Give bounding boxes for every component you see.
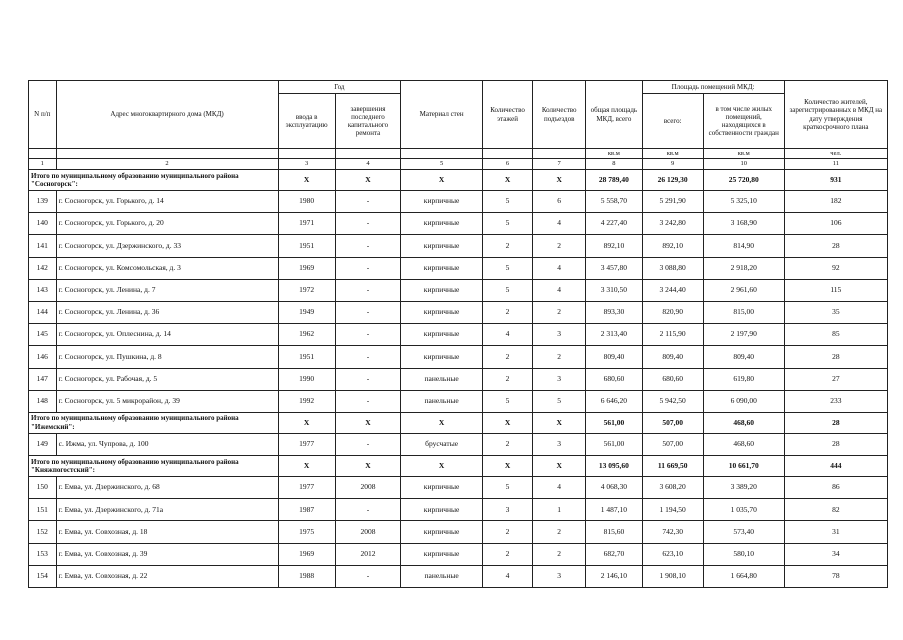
row-area-all: 742,30 [642, 521, 703, 543]
row-total-area: 4 068,30 [586, 477, 642, 499]
row-area-private: 3 389,20 [703, 477, 784, 499]
row-material: кирпичные [401, 235, 483, 257]
row-repair: - [335, 257, 400, 279]
section-total-area: 13 095,60 [586, 456, 642, 477]
row-material: брусчатые [401, 433, 483, 455]
row-material: кирпичные [401, 213, 483, 235]
section-area-all: 11 669,50 [642, 456, 703, 477]
row-built: 1951 [278, 346, 335, 368]
row-residents: 182 [784, 191, 887, 213]
row-number: 150 [29, 477, 57, 499]
row-residents: 86 [784, 477, 887, 499]
colnum: 10 [703, 159, 784, 170]
colnum: 5 [401, 159, 483, 170]
row-total-area: 682,70 [586, 543, 642, 565]
row-area-private: 5 325,10 [703, 191, 784, 213]
row-total-area: 680,60 [586, 368, 642, 390]
row-material: кирпичные [401, 324, 483, 346]
row-address: г. Емва, ул. Дзержинского, д. 71а [56, 499, 278, 521]
section-area-private: 468,60 [703, 412, 784, 433]
row-repair: - [335, 191, 400, 213]
section-total-row [29, 456, 888, 477]
row-repair: - [335, 390, 400, 412]
row-floors: 2 [483, 301, 533, 323]
row-address: г. Сосногорск, ул. 5 микрорайон, д. 39 [56, 390, 278, 412]
section-residents: 444 [784, 456, 887, 477]
row-residents: 233 [784, 390, 887, 412]
row-floors: 5 [483, 213, 533, 235]
row-number: 139 [29, 191, 57, 213]
table-row [29, 565, 888, 587]
section-x-mark: Х [335, 456, 400, 477]
header-built: ввода в эксплуатацию [278, 94, 335, 149]
row-residents: 31 [784, 521, 887, 543]
row-area-private: 814,90 [703, 235, 784, 257]
row-residents: 106 [784, 213, 887, 235]
section-area-all: 507,00 [642, 412, 703, 433]
section-x-mark: Х [533, 170, 586, 191]
row-total-area: 3 457,80 [586, 257, 642, 279]
row-number: 146 [29, 346, 57, 368]
row-floors: 2 [483, 346, 533, 368]
row-floors: 5 [483, 279, 533, 301]
section-x-mark: Х [533, 456, 586, 477]
row-address: г. Сосногорск, ул. Ленина, д. 7 [56, 279, 278, 301]
row-area-private: 1 664,80 [703, 565, 784, 587]
housing-table [28, 80, 888, 588]
row-area-private: 468,60 [703, 433, 784, 455]
colnum: 3 [278, 159, 335, 170]
section-x-mark: Х [533, 412, 586, 433]
row-material: кирпичные [401, 499, 483, 521]
header-area-all: всего: [642, 94, 703, 149]
row-number: 140 [29, 213, 57, 235]
row-floors: 2 [483, 235, 533, 257]
header-repair: завершения последнего капитального ремонта [335, 94, 400, 149]
row-repair: - [335, 565, 400, 587]
column-numbers-row [29, 159, 888, 170]
row-entrances: 6 [533, 191, 586, 213]
row-address: г. Сосногорск, ул. Оплеснина, д. 14 [56, 324, 278, 346]
section-total-row [29, 170, 888, 191]
row-number: 144 [29, 301, 57, 323]
row-floors: 5 [483, 257, 533, 279]
section-x-mark: Х [483, 412, 533, 433]
row-area-all: 5 291,90 [642, 191, 703, 213]
header-area-group: Площадь помещений МКД: [642, 81, 784, 94]
row-area-all: 3 242,80 [642, 213, 703, 235]
row-residents: 28 [784, 433, 887, 455]
row-total-area: 4 227,40 [586, 213, 642, 235]
row-number: 145 [29, 324, 57, 346]
table-row [29, 191, 888, 213]
section-x-mark: Х [401, 456, 483, 477]
row-number: 147 [29, 368, 57, 390]
section-title: Итого по муниципальному образованию муниципального района "Сосногорск": [29, 170, 279, 191]
row-total-area: 3 310,50 [586, 279, 642, 301]
row-built: 1972 [278, 279, 335, 301]
row-total-area: 809,40 [586, 346, 642, 368]
row-repair: - [335, 301, 400, 323]
colnum: 6 [483, 159, 533, 170]
row-built: 1988 [278, 565, 335, 587]
row-floors: 4 [483, 324, 533, 346]
row-built: 1949 [278, 301, 335, 323]
row-material: кирпичные [401, 191, 483, 213]
row-residents: 82 [784, 499, 887, 521]
section-title: Итого по муниципальному образованию муниципального района "Ижемский": [29, 412, 279, 433]
table-row [29, 477, 888, 499]
row-repair: - [335, 279, 400, 301]
row-total-area: 2 146,10 [586, 565, 642, 587]
header-entrances: Количество подъездов [533, 81, 586, 149]
row-built: 1980 [278, 191, 335, 213]
row-entrances: 2 [533, 543, 586, 565]
row-material: кирпичные [401, 279, 483, 301]
row-number: 154 [29, 565, 57, 587]
colnum: 11 [784, 159, 887, 170]
table-row [29, 499, 888, 521]
row-material: кирпичные [401, 301, 483, 323]
row-repair: - [335, 213, 400, 235]
table-row [29, 433, 888, 455]
row-number: 152 [29, 521, 57, 543]
colnum: 7 [533, 159, 586, 170]
row-address: г. Сосногорск, ул. Горького, д. 20 [56, 213, 278, 235]
row-area-private: 2 918,20 [703, 257, 784, 279]
table-row [29, 301, 888, 323]
row-area-private: 580,10 [703, 543, 784, 565]
row-address: г. Емва, ул. Дзержинского, д. 68 [56, 477, 278, 499]
row-number: 143 [29, 279, 57, 301]
row-material: кирпичные [401, 543, 483, 565]
row-built: 1977 [278, 433, 335, 455]
row-built: 1971 [278, 213, 335, 235]
row-number: 141 [29, 235, 57, 257]
row-area-all: 2 115,90 [642, 324, 703, 346]
table-row [29, 521, 888, 543]
row-floors: 5 [483, 191, 533, 213]
row-entrances: 2 [533, 235, 586, 257]
row-residents: 27 [784, 368, 887, 390]
section-x-mark: Х [483, 170, 533, 191]
row-entrances: 4 [533, 279, 586, 301]
row-area-private: 1 035,70 [703, 499, 784, 521]
row-total-area: 5 558,70 [586, 191, 642, 213]
row-area-all: 623,10 [642, 543, 703, 565]
section-total-area: 561,00 [586, 412, 642, 433]
header-address: Адрес многоквартирного дома (МКД) [56, 81, 278, 149]
colnum: 4 [335, 159, 400, 170]
row-built: 1962 [278, 324, 335, 346]
row-address: г. Сосногорск, ул. Горького, д. 14 [56, 191, 278, 213]
row-number: 148 [29, 390, 57, 412]
row-total-area: 892,10 [586, 235, 642, 257]
row-built: 1975 [278, 521, 335, 543]
row-residents: 85 [784, 324, 887, 346]
row-area-all: 5 942,50 [642, 390, 703, 412]
table-body [29, 170, 888, 588]
row-built: 1951 [278, 235, 335, 257]
row-area-all: 680,60 [642, 368, 703, 390]
row-entrances: 4 [533, 257, 586, 279]
section-area-all: 26 129,30 [642, 170, 703, 191]
row-built: 1969 [278, 543, 335, 565]
row-total-area: 561,00 [586, 433, 642, 455]
row-floors: 2 [483, 521, 533, 543]
row-repair: - [335, 324, 400, 346]
table-row [29, 213, 888, 235]
table-row [29, 235, 888, 257]
table-row [29, 543, 888, 565]
row-entrances: 2 [533, 346, 586, 368]
row-area-private: 619,80 [703, 368, 784, 390]
section-residents: 931 [784, 170, 887, 191]
section-x-mark: Х [401, 412, 483, 433]
section-x-mark: Х [401, 170, 483, 191]
header-floors: Количество этажей [483, 81, 533, 149]
section-title: Итого по муниципальному образованию муниципального района "Княжпогостский": [29, 456, 279, 477]
document-page [28, 80, 888, 588]
row-address: г. Сосногорск, ул. Рабочая, д. 5 [56, 368, 278, 390]
row-entrances: 4 [533, 213, 586, 235]
colnum: 2 [56, 159, 278, 170]
row-entrances: 3 [533, 565, 586, 587]
row-floors: 3 [483, 499, 533, 521]
row-area-all: 1 908,10 [642, 565, 703, 587]
row-residents: 28 [784, 235, 887, 257]
row-built: 1992 [278, 390, 335, 412]
row-residents: 92 [784, 257, 887, 279]
table-row [29, 279, 888, 301]
row-entrances: 2 [533, 521, 586, 543]
row-repair: - [335, 433, 400, 455]
section-x-mark: Х [483, 456, 533, 477]
row-repair: 2008 [335, 477, 400, 499]
row-total-area: 1 487,10 [586, 499, 642, 521]
row-total-area: 2 313,40 [586, 324, 642, 346]
section-x-mark: Х [278, 412, 335, 433]
row-entrances: 2 [533, 301, 586, 323]
row-area-all: 809,40 [642, 346, 703, 368]
row-area-all: 3 088,80 [642, 257, 703, 279]
section-area-private: 25 720,80 [703, 170, 784, 191]
row-floors: 4 [483, 565, 533, 587]
section-total-row [29, 412, 888, 433]
row-address: г. Сосногорск, ул. Дзержинского, д. 33 [56, 235, 278, 257]
row-floors: 2 [483, 543, 533, 565]
row-total-area: 6 646,20 [586, 390, 642, 412]
row-number: 142 [29, 257, 57, 279]
row-area-all: 1 194,50 [642, 499, 703, 521]
row-number: 149 [29, 433, 57, 455]
row-total-area: 815,60 [586, 521, 642, 543]
row-residents: 28 [784, 346, 887, 368]
row-residents: 78 [784, 565, 887, 587]
row-repair: - [335, 346, 400, 368]
row-area-private: 2 961,60 [703, 279, 784, 301]
colnum: 1 [29, 159, 57, 170]
row-residents: 34 [784, 543, 887, 565]
section-x-mark: Х [278, 170, 335, 191]
row-area-private: 573,40 [703, 521, 784, 543]
row-repair: - [335, 368, 400, 390]
table-row [29, 346, 888, 368]
row-material: панельные [401, 390, 483, 412]
colnum: 8 [586, 159, 642, 170]
row-number: 153 [29, 543, 57, 565]
row-area-all: 820,90 [642, 301, 703, 323]
row-built: 1987 [278, 499, 335, 521]
unit-all: кв.м [642, 149, 703, 159]
row-repair: - [335, 499, 400, 521]
row-entrances: 3 [533, 324, 586, 346]
row-number: 151 [29, 499, 57, 521]
colnum: 9 [642, 159, 703, 170]
row-material: кирпичные [401, 346, 483, 368]
row-address: г. Сосногорск, ул. Ленина, д. 36 [56, 301, 278, 323]
header-year-group: Год [278, 81, 401, 94]
header-total-area: общая площадь МКД, всего [586, 81, 642, 149]
row-built: 1969 [278, 257, 335, 279]
row-floors: 5 [483, 390, 533, 412]
row-floors: 5 [483, 477, 533, 499]
row-entrances: 1 [533, 499, 586, 521]
row-entrances: 3 [533, 368, 586, 390]
header-num: N п/п [29, 81, 57, 149]
header-material: Материал стен [401, 81, 483, 149]
row-built: 1990 [278, 368, 335, 390]
section-total-area: 28 789,40 [586, 170, 642, 191]
row-area-private: 6 090,00 [703, 390, 784, 412]
table-row [29, 257, 888, 279]
row-address: г. Сосногорск, ул. Комсомольская, д. 3 [56, 257, 278, 279]
units-row [29, 149, 888, 159]
table-row [29, 324, 888, 346]
section-x-mark: Х [335, 170, 400, 191]
unit-residents: чел. [784, 149, 887, 159]
row-area-all: 507,00 [642, 433, 703, 455]
row-address: г. Сосногорск, ул. Пушкина, д. 8 [56, 346, 278, 368]
row-area-private: 809,40 [703, 346, 784, 368]
section-x-mark: Х [278, 456, 335, 477]
row-entrances: 5 [533, 390, 586, 412]
row-area-all: 3 608,20 [642, 477, 703, 499]
row-entrances: 4 [533, 477, 586, 499]
section-x-mark: Х [335, 412, 400, 433]
unit-total: кв.м [586, 149, 642, 159]
row-material: кирпичные [401, 521, 483, 543]
unit-private: кв.м [703, 149, 784, 159]
row-repair: - [335, 235, 400, 257]
row-material: кирпичные [401, 477, 483, 499]
row-address: г. Емва, ул. Совхозная, д. 22 [56, 565, 278, 587]
row-area-private: 815,00 [703, 301, 784, 323]
row-area-all: 892,10 [642, 235, 703, 257]
header-residents: Количество жителей, зарегистрированных в МКД на дату утверждения краткосрочного плана [784, 81, 887, 149]
header-area-private: в том числе жилых помещений, находящихся в собственности граждан [703, 94, 784, 149]
row-repair: 2008 [335, 521, 400, 543]
row-entrances: 3 [533, 433, 586, 455]
row-address: с. Ижма, ул. Чупрова, д. 100 [56, 433, 278, 455]
table-row [29, 390, 888, 412]
row-total-area: 893,30 [586, 301, 642, 323]
row-area-private: 3 168,90 [703, 213, 784, 235]
row-floors: 2 [483, 433, 533, 455]
table-row [29, 368, 888, 390]
row-floors: 2 [483, 368, 533, 390]
row-area-all: 3 244,40 [642, 279, 703, 301]
row-address: г. Емва, ул. Совхозная, д. 18 [56, 521, 278, 543]
section-residents: 28 [784, 412, 887, 433]
row-material: панельные [401, 368, 483, 390]
row-residents: 35 [784, 301, 887, 323]
row-material: кирпичные [401, 257, 483, 279]
row-residents: 115 [784, 279, 887, 301]
row-material: панельные [401, 565, 483, 587]
section-area-private: 10 661,70 [703, 456, 784, 477]
row-area-private: 2 197,90 [703, 324, 784, 346]
row-repair: 2012 [335, 543, 400, 565]
row-built: 1977 [278, 477, 335, 499]
row-address: г. Емва, ул. Совхозная, д. 39 [56, 543, 278, 565]
